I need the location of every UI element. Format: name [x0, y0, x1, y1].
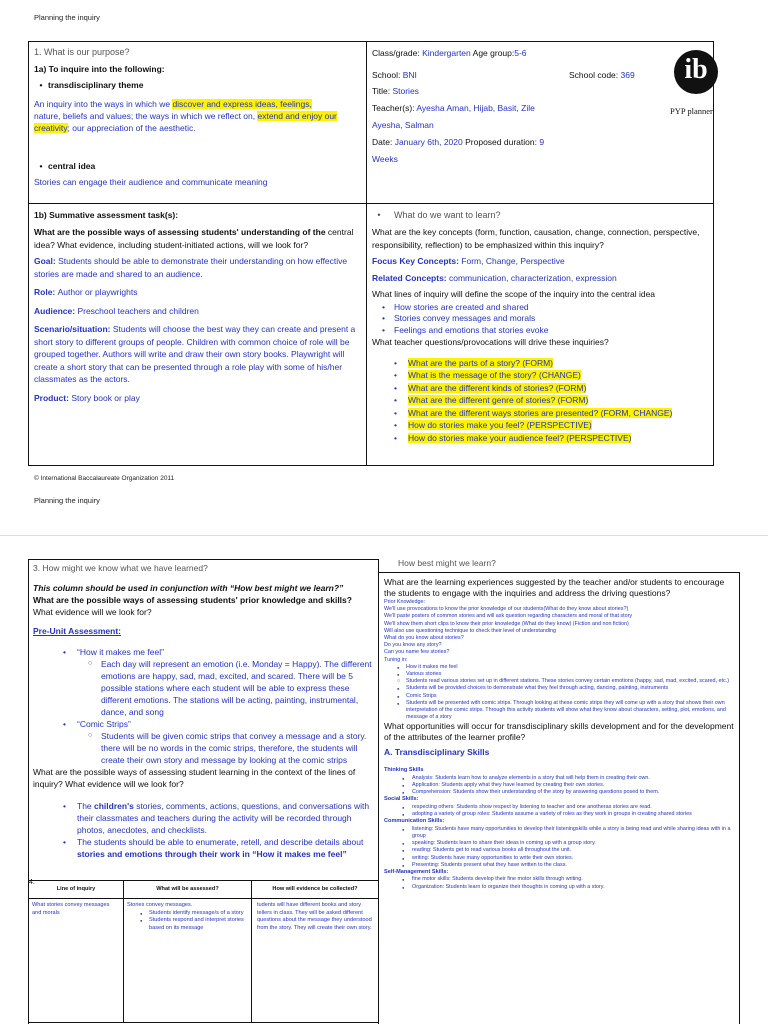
table-cell: [124, 899, 252, 1023]
learn2-question: What are the learning experiences suggested by the teacher and/or students to encourage the students to engage with the inquiries and address the driving questions?: [384, 577, 725, 598]
prior-line: We'll show them short clips to know their prior knowledge (What do they know) (Fiction and non fiction): [384, 620, 629, 627]
page2-header: Planning the inquiry: [34, 496, 100, 505]
pre-unit-heading: Pre-Unit Assessment:: [33, 626, 122, 636]
pre-unit-item: • “How it makes me feel”: [33, 646, 378, 658]
skill-item: ● fine motor skills: Students develop their fine motor skills through writing.: [384, 876, 736, 883]
learn-content: [372, 210, 712, 444]
page-separator: [0, 535, 768, 536]
teacher-question-item: • What are the different ways stories are presented? (FORM, CHANGE): [372, 407, 712, 420]
pre-unit-sub: ○ Students will be given comic strips that convey a message and a story. there will be no words in the comic strips, therefore, the students will create their own story and message by looking at the comic strips: [33, 730, 378, 766]
learn2-right-border: [739, 572, 740, 1024]
skill-item: ● writing: Students have many opportunities to write their own stories.: [384, 855, 736, 862]
communication-label: Communication Skills:: [384, 818, 445, 825]
table-cell: What stories convey messages and morals: [29, 899, 124, 1023]
summative-question: What are the possible ways of assessing students' understanding of the central idea? What evidence, including student-initiated actions, will we look for?: [34, 227, 354, 250]
scenario: Scenario/situation: Students will choose the best way they can create and present a short story to different groups of people. Children with common choice of role will be grouped together. Authors will write and draw their own story books. Playwright will create a short story that can be presented through a role play with some of his/her classmates as the actors.: [34, 324, 356, 384]
opportunities-question: What opportunities will occur for transdisciplinary skills development and for the development of the attributes of the learner profile?: [384, 721, 734, 742]
know-content: [33, 563, 378, 883]
teacher-question-item: • What are the parts of a story? (FORM): [372, 357, 712, 370]
context-question: What are the possible ways of assessing student learning in the context of the lines of inquiry? What evidence will we look for?: [33, 767, 356, 789]
purpose-content: [34, 47, 364, 187]
skill-item: ● adopting a variety of group roles: Students assume a variety of roles as they work in groups in creating shared stories: [384, 811, 736, 818]
table-cell: tudents will have different books and story tellers in class. They will be asked different questions about the message they understood from the story. They will create their own story.: [252, 899, 379, 1023]
skill-item: ● Organization: Students learn to organize their thoughts in coming up with a story.: [384, 884, 736, 891]
related-concepts: Related Concepts: communication, characterization, expression: [372, 272, 617, 283]
col-header: Line of inquiry: [29, 881, 124, 899]
tuning-sub: ○ Students read various stories set up in different stations. These stories convey certain emotions (happy, sad, mad, excited, scared, etc.): [384, 678, 736, 685]
tuning-item: ● Students will be presented with comic strips. Through looking at these comic strips they will come up with a story that shows their own interpretation of the comic strips. Through this activity students will show what they know about characters, setting, plot, emotions, and message of a story: [384, 700, 736, 722]
central-label: central idea: [48, 161, 96, 171]
focus-concepts: Focus Key Concepts: Form, Change, Perspective: [372, 256, 565, 266]
know-heading: 3. How might we know what we have learned?: [33, 563, 208, 573]
theme-text: An inquiry into the ways in which we discover and express ideas, feelings, nature, beliefs and values; the ways in which we reflect on, extend and enjoy our creativity; our appreciation of the aesthetic.: [34, 99, 337, 133]
teacher-question-item: • What are the different genre of stories? (FORM): [372, 394, 712, 407]
line-of-inquiry: • Feelings and emotions that stories evoke: [372, 325, 712, 337]
know-evidence-question: What evidence will we look for?: [33, 607, 152, 617]
teacher-question: What teacher questions/provocations will drive these inquiries?: [372, 337, 609, 347]
central-idea: Stories can engage their audience and communicate meaning: [34, 177, 268, 187]
evidence-item: • The children's stories, comments, actions, questions, and conversations with their classmates and teachers during the activity will be recorded through photos, anecdotes, and checklists.: [33, 800, 378, 836]
know-italic: This column should be used in conjunction with “How best might we learn?”: [33, 583, 344, 593]
prior-line: We'll paste posters of common stories and will ask question regarding characters and moral of that story: [384, 613, 633, 620]
learn-heading: What do we want to learn?: [394, 210, 501, 220]
prior-line: Prior Knowledge:: [384, 599, 426, 605]
purpose-sub: 1a) To inquire into the following:: [34, 64, 165, 74]
teacher-question-item: • What is the message of the story? (CHANGE): [372, 369, 712, 382]
central-label-row: • central idea: [39, 161, 96, 171]
tuning-item: ● Various stories: [384, 671, 736, 678]
col-header: What will be assessed?: [124, 881, 252, 899]
prior-line: Can you name few stories?: [384, 649, 450, 656]
table-row: [29, 899, 379, 1023]
thinking-label: Thinking Skills: [384, 767, 424, 774]
lines-of-inquiry-list: [372, 302, 712, 337]
lines-question: What lines of inquiry will define the scope of the inquiry into the central idea: [372, 289, 656, 299]
purpose-heading: 1. What is our purpose?: [34, 47, 130, 57]
class-line: Class/grade: Kindergarten Age group:5-6: [372, 48, 527, 58]
tuning-item: ● Comic Strips: [384, 693, 736, 700]
page-header: Planning the inquiry: [34, 13, 100, 22]
learn2-top-border: [378, 572, 740, 573]
tuning-item: ● How it makes me feel: [384, 664, 736, 671]
summative-heading: 1b) Summative assessment task(s):: [34, 210, 179, 220]
social-label: Social Skills:: [384, 796, 419, 803]
assessed-head: Stories convey messages.: [127, 902, 193, 909]
col-header: How will evidence be collected?: [252, 881, 379, 899]
theme-label-row: • transdisciplinary theme: [39, 80, 144, 90]
summative-content: [34, 210, 364, 404]
skill-item: ● Analysis: Students learn how to analyze elements in a story that will help them in creating their own.: [384, 775, 736, 782]
self-management-label: Self-Management Skills:: [384, 868, 449, 875]
pre-unit-sub: ○ Each day will represent an emotion (i.e. Monday = Happy). The different emotions are happy, sad, mad, excited, and scared. There will be 5 possible stations where each student will be able to express these different emotions. The stations will be acting, painting, instrumental, dance, and song: [33, 658, 378, 718]
assessed-item: ● Students identify message/s of a story: [127, 910, 248, 917]
teacher-question-item: • How do stories make you feel? (PERSPECTIVE): [372, 419, 712, 432]
know-bold-question: What are the possible ways of assessing students' prior knowledge and skills?: [33, 595, 352, 605]
ib-logo-text: ib: [684, 54, 708, 85]
learn2-content: [384, 577, 736, 1022]
skills-heading: A. Transdisciplinary Skills: [384, 747, 490, 758]
school-code-line: School code: 369: [569, 70, 635, 80]
prior-line: We'll use provocations to know the prior knowledge of our students(What do they know about stories?): [384, 606, 629, 613]
line-of-inquiry: • Stories convey messages and morals: [372, 313, 712, 325]
prior-line: Tuning in:: [384, 656, 408, 663]
prior-knowledge: [384, 599, 736, 721]
skill-item: ● reading: Students get to read various books all throughout the unit.: [384, 847, 736, 854]
line-of-inquiry: • How stories are created and shared: [372, 302, 712, 314]
theme-label: transdisciplinary theme: [48, 80, 144, 90]
skill-item: ● listening: Students have many opportunities to develop their listeningskills while a story is being read and while sharing ideas with in a group: [384, 826, 736, 840]
audience: Audience: Preschool teachers and children: [34, 305, 199, 316]
teacher-questions-list: [372, 357, 712, 445]
date-line: Date: January 6th, 2020 Proposed duration: 9: [372, 137, 545, 147]
key-concepts-question: What are the key concepts (form, function, causation, change, connection, perspective, responsibility, reflection) to be emphasized within this inquiry?: [372, 227, 700, 250]
skill-item: ● respecting others: Students show respect by listening to teacher and one anotheras stories are read.: [384, 804, 736, 811]
skill-item: ● Presenting: Students present what they have written to the class.: [384, 862, 736, 869]
pyp-planner-label: PYP planner: [670, 106, 713, 116]
pre-unit-item: • “Comic Strips”: [33, 718, 378, 730]
teachers-line: Teacher(s): Ayesha Aman, Hijab, Basit, Zile: [372, 103, 535, 113]
school-line: School: BNI: [372, 70, 417, 80]
learn2-heading: How best might we learn?: [398, 558, 496, 568]
skill-item: ● speaking: Students learn to share their ideas in coming up with a group story.: [384, 840, 736, 847]
learn-heading-row: • What do we want to learn?: [377, 210, 501, 220]
title-line: Title: Stories: [372, 86, 419, 96]
role: Role: Author or playwrights: [34, 287, 138, 297]
copyright: © International Baccalaureate Organization 2011: [34, 475, 175, 482]
product: Product: Story book or play: [34, 392, 140, 403]
goal: Goal: Students should be able to demonstrate their understanding on how effective stories are made and shared to an audience.: [34, 256, 348, 279]
teacher-question-item: • What are the different kinds of stories? (FORM): [372, 382, 712, 395]
skill-item: ● Application: Students apply what they have learned by creating their own stories.: [384, 782, 736, 789]
prior-line: What do you know about stories?: [384, 635, 464, 642]
prior-line: Will also use questioning technique to check their level of understanding: [384, 627, 557, 634]
evidence-item: • The students should be able to enumerate, retell, and describe details about stories and emotions through their work in “How it makes me feel”: [33, 836, 378, 860]
prior-line: Do you know any story?: [384, 642, 442, 649]
tuning-item: ● Students will be provided choices to demonstrate what they feel through acting, dancing, painting, instruments: [384, 685, 736, 692]
weeks-line: Weeks: [372, 154, 398, 164]
table-number: 4.: [29, 879, 35, 886]
skill-item: ● Comprehension: Students show their understanding of the story by answering questions posed to them.: [384, 789, 736, 796]
teachers-line2: Ayesha, Salman: [372, 120, 434, 130]
ib-logo: [674, 50, 718, 94]
assessment-table: [28, 880, 379, 1023]
teacher-question-item: • How do stories make your audience feel? (PERSPECTIVE): [372, 432, 712, 445]
info-content: [372, 47, 712, 202]
table-header-row: [29, 881, 379, 899]
assessed-item: ● Students respond and interpret stories based on its message: [127, 917, 248, 932]
